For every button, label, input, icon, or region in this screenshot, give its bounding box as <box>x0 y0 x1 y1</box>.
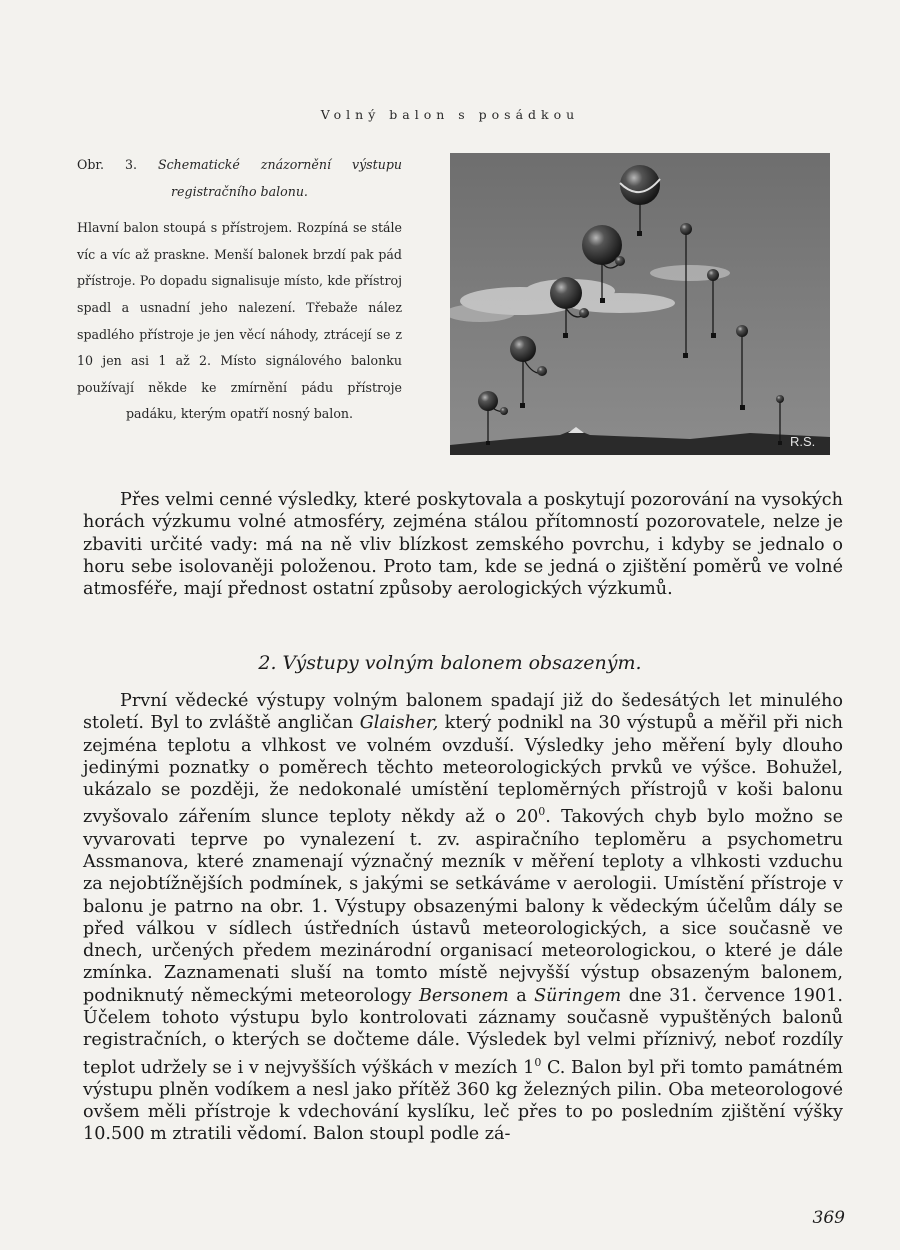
name-suring: Süringem <box>534 985 622 1006</box>
text-run: První vědecké výstupy volným balonem spadají již do šedesátých let minulého století. Byl to zvláště angličan <box>83 691 843 734</box>
degree-mark: 0 <box>538 805 546 819</box>
running-head: Volný balon s posádkou <box>320 107 580 122</box>
name-glaisher: Glaisher, <box>359 713 439 734</box>
caption-title: Schematické znázornění výstupu registračního balonu. <box>157 157 402 199</box>
caption-label: Obr. 3. <box>77 157 137 172</box>
section-heading: 2. Výstupy volným balonem obsazeným. <box>258 652 642 674</box>
paragraph-1: Přes velmi cenné výsledky, které poskytovala a poskytují pozorování na vysokých horách výzkumu volné atmosféry, zejména stálou přítomností pozorovatele, nelze je zbaviti určité vady: má na ně vliv blízkost zemského povrchu, i kdyby se jednalo o horu sebe isolovaněji položenou. Proto tam, kde se jedná o zjištění poměrů ve volné atmosféře, mají přednost ostatní způsoby aerologických výzkumů. <box>83 490 843 600</box>
text-run: C. Balon byl při tomto památném výstupu plněn vodíkem a nesl jako přítěž 360 kg železných pilin. Oba meteorologové ovšem měli přístroje k vdechování kyslíku, leč přes to po posledním zjištění výšky 10.500 m ztratili vědomí. Balon stoupl podle zá- <box>83 1057 843 1145</box>
paragraph-2-block <box>83 690 843 1146</box>
text-run: dne 31. července 1901. Účelem tohoto výstupu bylo kontrolovati záznamy současně vypuštěných balonů registračních, o kterých se dočteme dále. Výsledek byl velmi příznivý, neboť rozdíly teplot udržely se i v nejvyšších výškách v mezích 1 <box>83 985 843 1078</box>
artist-signature: R.S. <box>790 434 816 449</box>
balloon-illustration-svg <box>450 153 830 455</box>
paragraph-2 <box>83 690 843 1146</box>
page-number: 369 <box>812 1208 845 1228</box>
figure-caption <box>77 152 402 428</box>
caption-body: Hlavní balon stoupá s přístrojem. Rozpíná se stále víc a víc až praskne. Menší balonek brzdí pak pád přístroje. Po dopadu signalisuje místo, kde přístroj spadl a usnadní jeho nalezení. Třebaže nález spadlého přístroje je jen věcí náhody, ztrácejí se z 10 jen asi 1 až 2. Místo signálového balonku používají někde ke zmírnění pádu přístroje padáku, kterým opatří nosný balon. <box>77 220 402 422</box>
text-run: který podnikl na 30 výstupů a měřil při nich zejména teplotu a vlhkost ve volném ovzduší. Výsledky jeho měření byly dlouho jedinými poznatky o poměrech těchto meteorologických prvků ve výšce. Bohužel, ukázalo se později, že nedokonalé umístění teploměrných přístrojů v koši balonu zvyšovalo zářením slunce teploty někdy až o 20 <box>83 713 843 828</box>
text-run: . Takových chyb bylo možno se vyvarovati teprve po vynalezení t. zv. aspiračního teploměru a psychometru Assmanova, které znamenají význačný mezník v měření teploty a vlhkosti vzduchu za nejobtížnějších podmínek, s jakými se setkáváme v aerologii. Umístění přístroje v balonu je patrno na obr. 1. Výstupy obsazenými balony k vědeckým účelům dály se před válkou v sídlech ústředních ústavů meteorologických, a sice současně ve dnech, určených předem mezinárodní organisací meteorologickou, o které je dále zmínka. Zaznamenati sluší na tomto místě nejvyšší výstup obsazeným balonem, podniknutý německými meteorology <box>83 807 843 1006</box>
balloon-illustration <box>450 153 830 455</box>
paragraph-1-block <box>83 489 843 600</box>
degree-mark: 0 <box>534 1055 542 1069</box>
caption-title-line <box>77 152 402 205</box>
text-run: a <box>508 985 535 1006</box>
name-berson: Bersonem <box>418 985 509 1006</box>
